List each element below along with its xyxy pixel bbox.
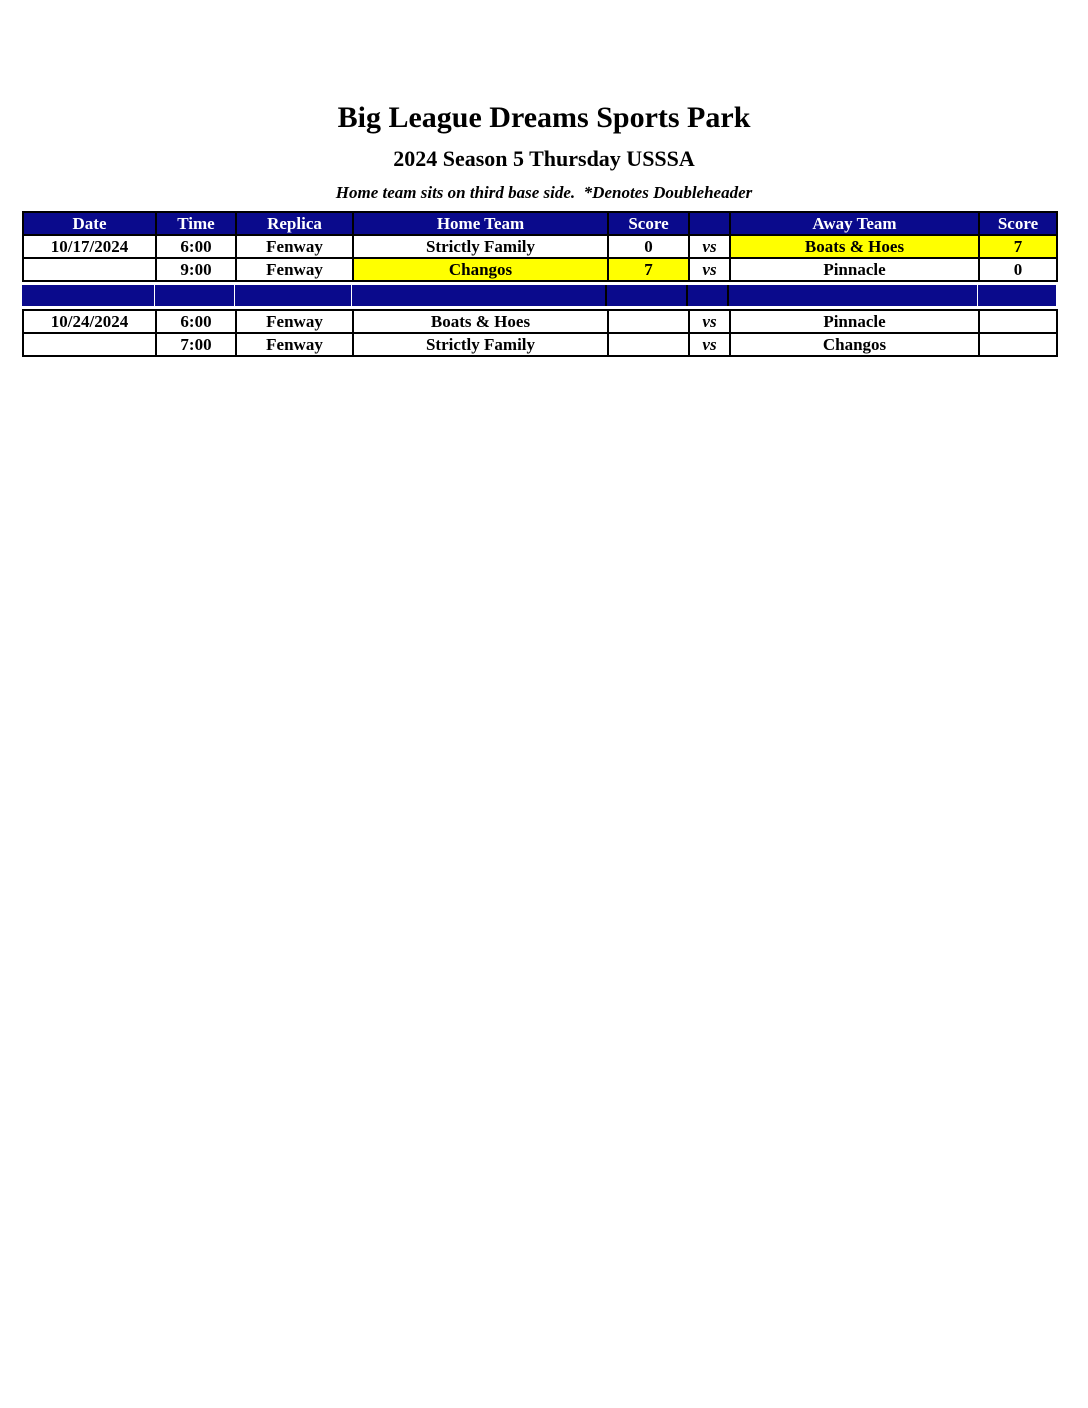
separator-cell <box>729 285 978 306</box>
separator-row <box>22 285 1056 306</box>
away-team-cell: Pinnacle <box>730 258 979 281</box>
replica-cell: Fenway <box>236 310 353 333</box>
header-row <box>23 212 1057 235</box>
vs-label: vs <box>689 235 730 258</box>
home-team-cell: Boats & Hoes <box>353 310 608 333</box>
time-cell: 9:00 <box>156 258 236 281</box>
away-team-cell: Changos <box>730 333 979 356</box>
separator-cell <box>235 285 352 306</box>
home-score-cell <box>608 333 689 356</box>
column-header-date: Date <box>23 212 156 235</box>
replica-cell: Fenway <box>236 333 353 356</box>
home-score-cell: 0 <box>608 235 689 258</box>
column-header-home-team: Home Team <box>353 212 608 235</box>
schedule-table-area <box>22 211 1056 357</box>
vs-label: vs <box>689 258 730 281</box>
schedule-row <box>23 235 1057 258</box>
away-score-cell: 0 <box>979 258 1057 281</box>
away-team-cell: Pinnacle <box>730 310 979 333</box>
date-cell <box>23 333 156 356</box>
separator-cell <box>22 285 155 306</box>
time-cell: 6:00 <box>156 235 236 258</box>
vs-label: vs <box>689 310 730 333</box>
schedule-table-week2 <box>22 309 1058 357</box>
separator-cell <box>352 285 607 306</box>
column-header-vs <box>689 212 730 235</box>
schedule-row <box>23 333 1057 356</box>
page-title: Big League Dreams Sports Park <box>337 101 751 134</box>
time-cell: 7:00 <box>156 333 236 356</box>
schedule-table-week1 <box>22 211 1058 282</box>
home-team-cell: Strictly Family <box>353 235 608 258</box>
separator-cell <box>978 285 1056 306</box>
document-header <box>0 0 1088 203</box>
date-cell: 10/17/2024 <box>23 235 156 258</box>
away-score-cell <box>979 333 1057 356</box>
home-team-cell: Changos <box>353 258 608 281</box>
away-team-cell: Boats & Hoes <box>730 235 979 258</box>
replica-cell: Fenway <box>236 258 353 281</box>
schedule-row <box>23 258 1057 281</box>
home-team-cell: Strictly Family <box>353 333 608 356</box>
date-cell <box>23 258 156 281</box>
separator-cell <box>688 285 729 306</box>
home-score-cell: 7 <box>608 258 689 281</box>
vs-label: vs <box>689 333 730 356</box>
schedule-row <box>23 310 1057 333</box>
away-score-cell <box>979 310 1057 333</box>
column-header-time: Time <box>156 212 236 235</box>
separator-cell <box>607 285 688 306</box>
home-score-cell <box>608 310 689 333</box>
away-score-cell: 7 <box>979 235 1057 258</box>
schedule-note: Home team sits on third base side. *Denotes Doubleheader <box>335 183 753 202</box>
date-cell: 10/24/2024 <box>23 310 156 333</box>
column-header-away-team: Away Team <box>730 212 979 235</box>
replica-cell: Fenway <box>236 235 353 258</box>
column-header-replica: Replica <box>236 212 353 235</box>
separator-cell <box>155 285 235 306</box>
column-header-away-score: Score <box>979 212 1057 235</box>
time-cell: 6:00 <box>156 310 236 333</box>
page-subtitle: 2024 Season 5 Thursday USSSA <box>393 146 695 171</box>
column-header-home-score: Score <box>608 212 689 235</box>
